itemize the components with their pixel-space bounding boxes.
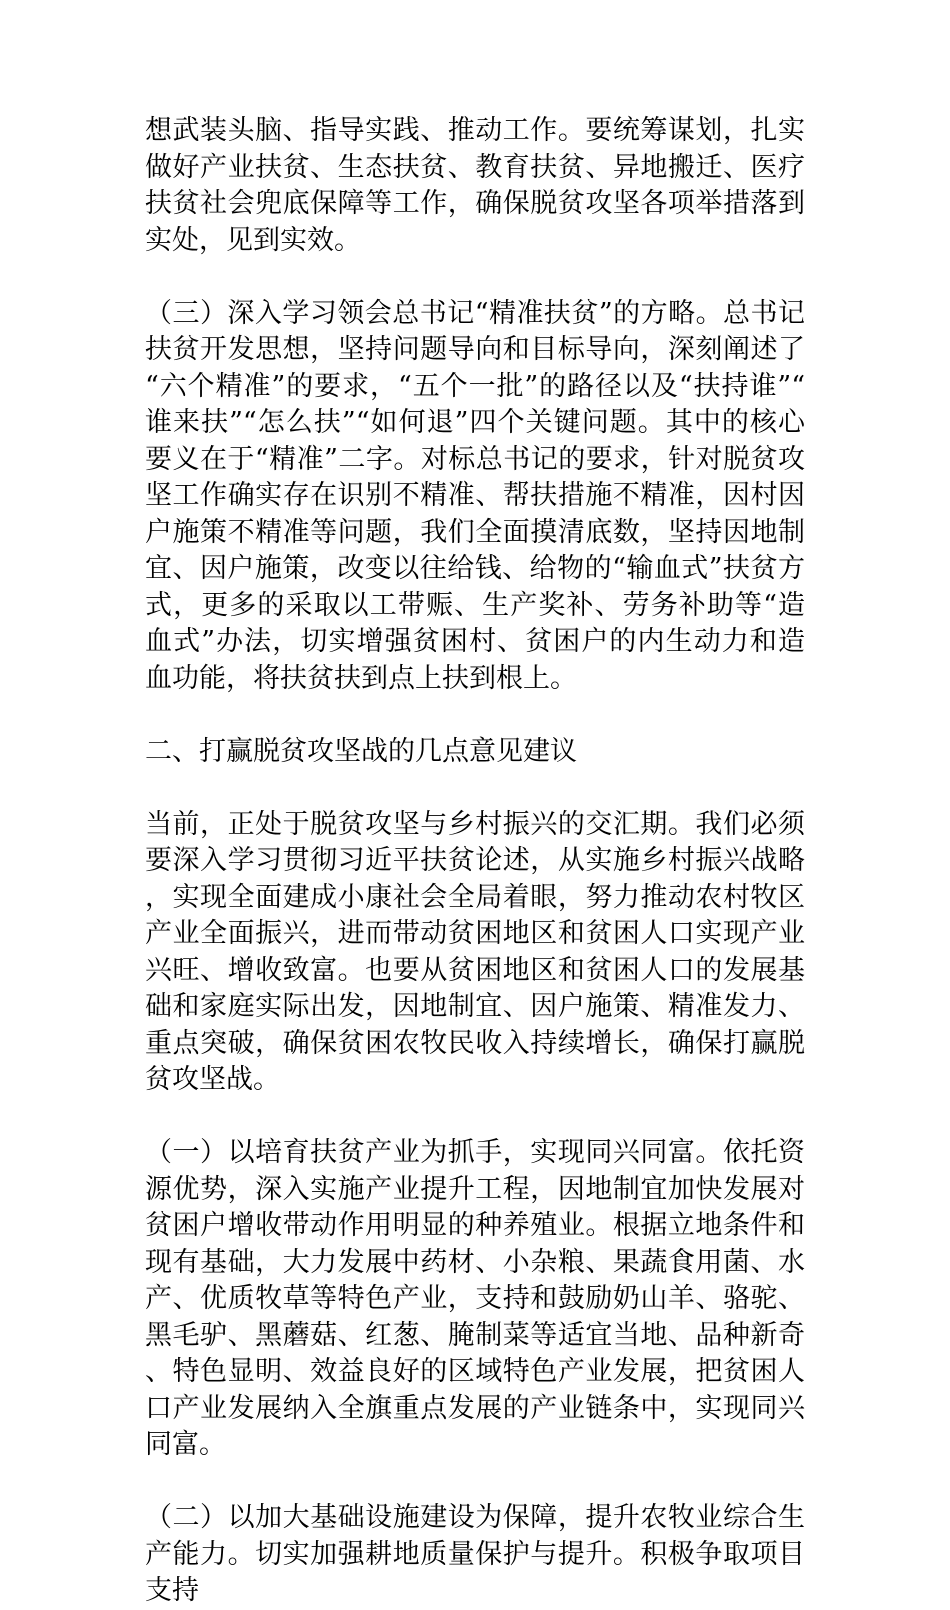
section-heading: 二、打赢脱贫攻坚战的几点意见建议 — [145, 735, 577, 767]
document-body — [145, 113, 805, 1610]
paragraph-continuation: 想武装头脑、指导实践、推动工作。要统筹谋划，扎实做好产业扶贫、生态扶贫、教育扶贫、异地搬迁、医疗扶贫社会兜底保障等工作，确保脱贫攻坚各项举措落到实处，见到实效。 — [145, 115, 805, 256]
paragraph-intro: 当前，正处于脱贫攻坚与乡村振兴的交汇期。我们必须要深入学习贯彻习近平扶贫论述，从实施乡村振兴战略，实现全面建成小康社会全局着眼，努力推动农村牧区产业全面振兴，进而带动贫困地区和贫困人口实现产业兴旺、增收致富。也要从贫困地区和贫困人口的发展基础和家庭实际出发，因地制宜、因户施策、精准发力、重点突破，确保贫困农牧民收入持续增长，确保打赢脱贫攻坚战。 — [145, 808, 805, 1095]
paragraph-item-one: （一）以培育扶贫产业为抓手，实现同兴同富。依托资源优势，深入实施产业提升工程，因地制宜加快发展对贫困户增收带动作用明显的种养殖业。根据立地条件和现有基础，大力发展中药材、小杂粮、果蔬食用菌、水产、优质牧草等特色产业，支持和鼓励奶山羊、骆驼、黑毛驴、黑蘑菇、红葱、腌制菜等适宜当地、品种新奇、特色显明、效益良好的区域特色产业发展，把贫困人口产业发展纳入全旗重点发展的产业链条中，实现同兴同富。 — [145, 1137, 805, 1460]
paragraph-section-three: （三）深入学习领会总书记“精准扶贫”的方略。总书记扶贫开发思想，坚持问题导向和目标导向，深刻阐述了“六个精准”的要求，“五个一批”的路径以及“扶持谁”“谁来扶”“怎么扶”“如何退”四个关键问题。其中的核心要义在于“精准”二字。对标总书记的要求，针对脱贫攻坚工作确实存在识别不精准、帮扶措施不精准，因村因户施策不精准等问题，我们全面摸清底数，坚持因地制宜、因户施策，改变以往给钱、给物的“输血式”扶贫方式，更多的采取以工带赈、生产奖补、劳务补助等“造血式”办法，切实增强贫困村、贫困户的内生动力和造血功能，将扶贫扶到点上扶到根上。 — [145, 297, 805, 694]
paragraph-item-two: （二）以加大基础设施建设为保障，提升农牧业综合生产能力。切实加强耕地质量保护与提升。积极争取项目支持 — [145, 1502, 805, 1606]
